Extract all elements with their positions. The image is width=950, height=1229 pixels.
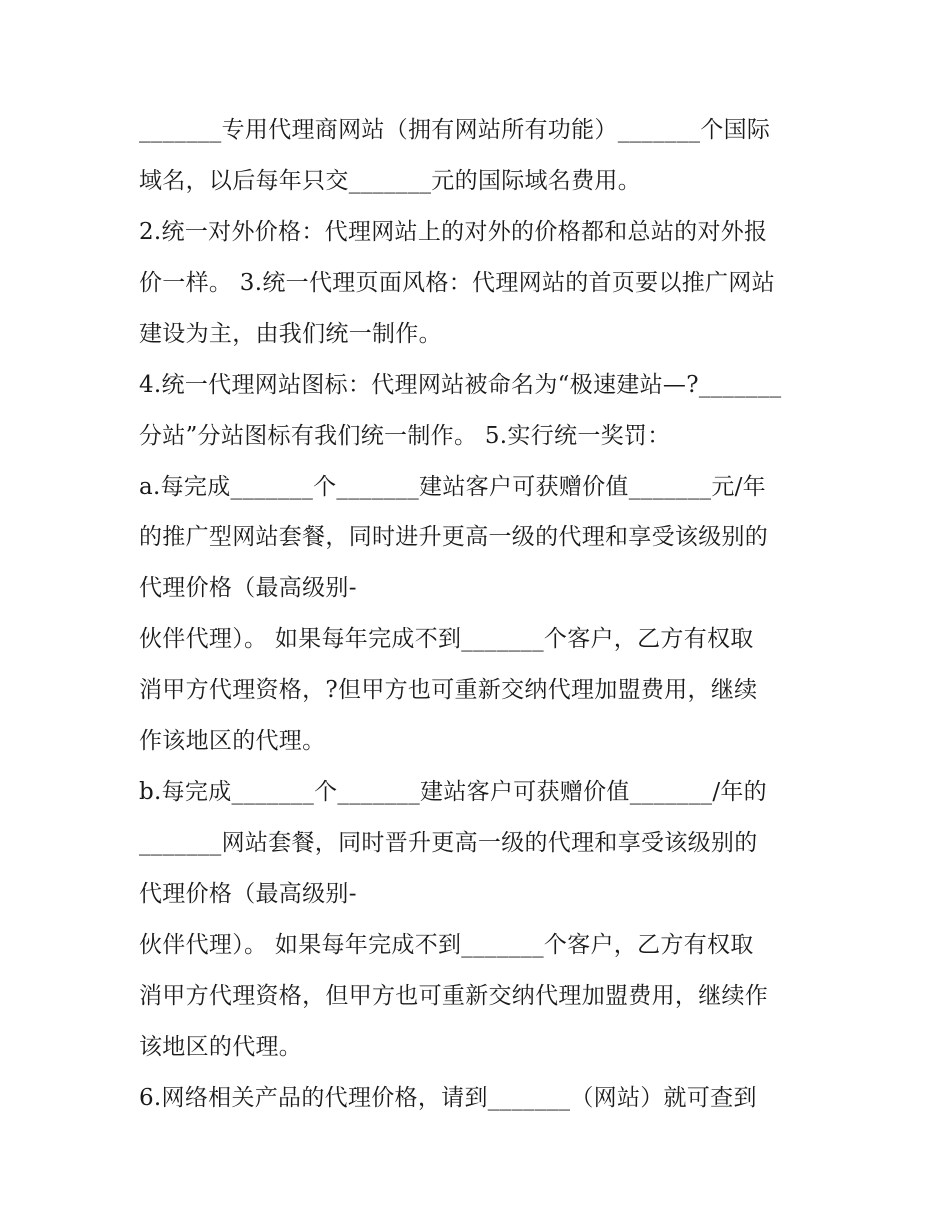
- text-line: b.每完成_______个_______建站客户可获赠价值_______/年的: [139, 779, 767, 805]
- text-line: 消甲方代理资格，?但甲方也可重新交纳代理加盟费用，继续: [139, 677, 758, 703]
- text-line: 伙伴代理）。 如果每年完成不到_______个客户，乙方有权取: [139, 626, 754, 652]
- text-line: _______专用代理商网站（拥有网站所有功能）_______个国际: [139, 117, 771, 143]
- text-line: 分站”分站图标有我们统一制作。 5.实行统一奖罚：: [139, 423, 671, 449]
- text-line: 代理价格（最高级别-: [139, 575, 357, 601]
- text-line: 该地区的代理。: [139, 1034, 303, 1060]
- text-line: 域名，以后每年只交_______元的国际域名费用。: [139, 168, 641, 194]
- text-line: 作该地区的代理。: [139, 728, 326, 754]
- text-line: 2.统一对外价格：代理网站上的对外的价格都和总站的对外报: [139, 219, 768, 245]
- text-line: 的推广型网站套餐，同时进升更高一级的代理和享受该级别的: [139, 524, 769, 550]
- text-line: 建设为主，由我们统一制作。: [139, 321, 442, 347]
- text-line: 价一样。 3.统一代理页面风格：代理网站的首页要以推广网站: [139, 270, 775, 296]
- text-line: 消甲方代理资格，但甲方也可重新交纳代理加盟费用，继续作: [139, 983, 769, 1009]
- text-line: a.每完成_______个_______建站客户可获赠价值_______元/年: [139, 474, 766, 500]
- text-line: 6.网络相关产品的代理价格，请到_______（网站）就可查到: [139, 1085, 757, 1111]
- text-line: 伙伴代理）。 如果每年完成不到_______个客户，乙方有权取: [139, 932, 754, 958]
- text-line: 4.统一代理网站图标：代理网站被命名为“极速建站—?_______: [139, 372, 782, 398]
- text-line: 代理价格（最高级别-: [139, 881, 357, 907]
- text-line: _______网站套餐，同时晋升更高一级的代理和享受该级别的: [139, 830, 758, 856]
